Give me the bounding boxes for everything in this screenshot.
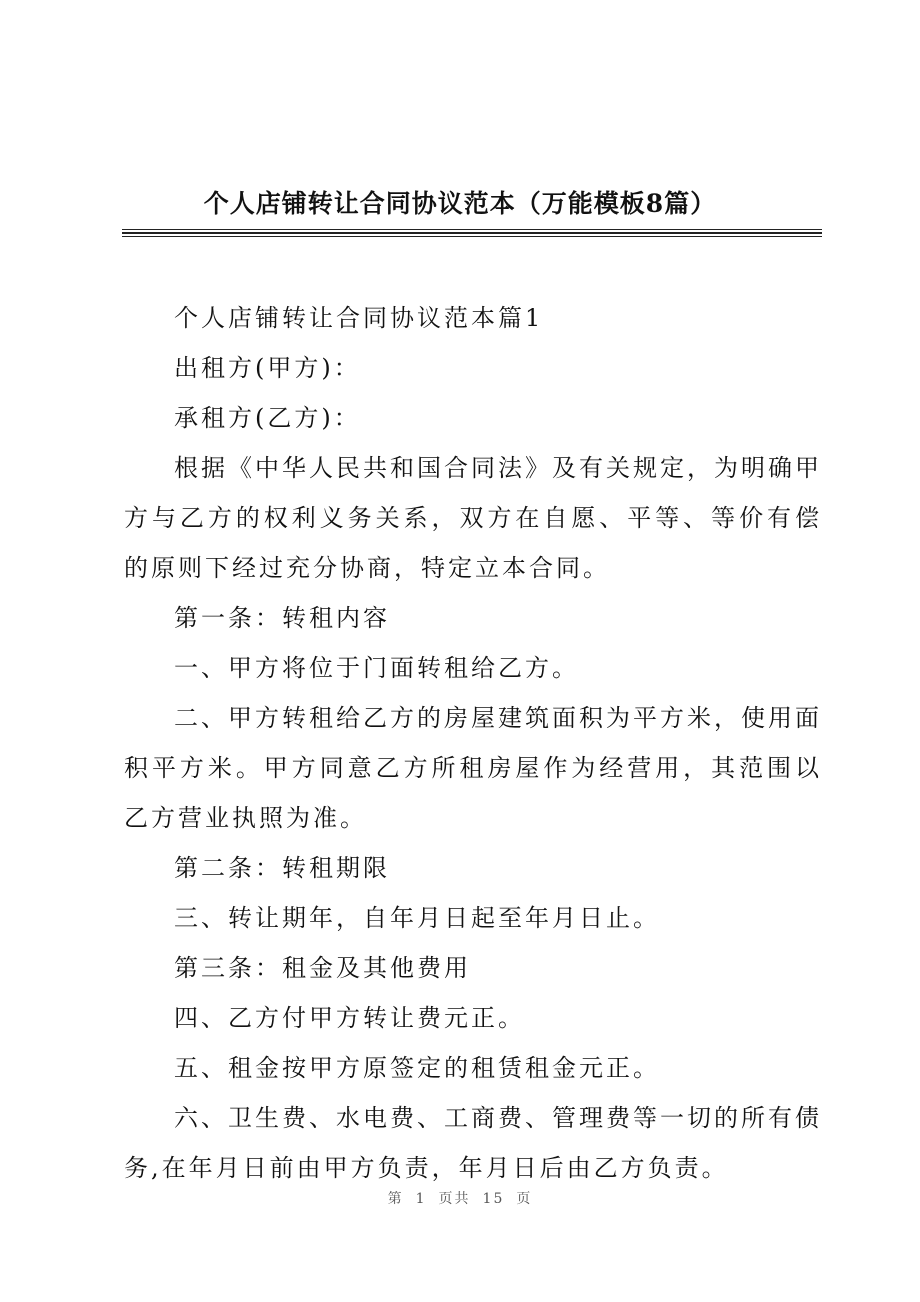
article-heading-2: 第二条：转租期限 [174, 854, 390, 882]
preamble-paragraph: 根据《中华人民共和国合同法》及有关规定，为明确甲方与乙方的权利义务关系，双方在自愿、平等、等价有偿的原则下经过充分协商，特定立本合同。 [124, 454, 822, 582]
title-underline-bottom [122, 236, 822, 237]
title-underline-middle [122, 232, 822, 234]
article-heading-1: 第一条：转租内容 [174, 604, 390, 632]
document-body [124, 293, 822, 1193]
total-pages: 15 [482, 1191, 505, 1207]
clause-1: 一、甲方将位于门面转租给乙方。 [174, 654, 579, 682]
clause-6: 六、卫生费、水电费、工商费、管理费等一切的所有债务,在年月日前由甲方负责，年月日后由乙方负责。 [124, 1104, 822, 1182]
article-heading-3: 第三条：租金及其他费用 [174, 954, 471, 982]
page-footer [0, 1188, 920, 1208]
title-underline-top [122, 229, 822, 230]
section-heading: 个人店铺转让合同协议范本篇1 [174, 304, 544, 332]
clause-4: 四、乙方付甲方转让费元正。 [174, 1004, 525, 1032]
document-title: 个人店铺转让合同协议范本（万能模板8篇） [203, 189, 717, 218]
page-suffix: 页 [516, 1191, 533, 1207]
clause-5: 五、租金按甲方原签定的租赁租金元正。 [174, 1054, 660, 1082]
page-number: 1 [415, 1191, 427, 1207]
lessor-line: 出租方(甲方)： [174, 354, 361, 382]
clause-3: 三、转让期年，自年月日起至年月日止。 [174, 904, 660, 932]
lessee-line: 承租方(乙方)： [174, 404, 361, 432]
page-prefix: 第 [387, 1191, 404, 1207]
page-middle: 页共 [438, 1191, 471, 1207]
clause-2: 二、甲方转租给乙方的房屋建筑面积为平方米，使用面积平方米。甲方同意乙方所租房屋作为经营用，其范围以乙方营业执照为准。 [124, 704, 822, 832]
